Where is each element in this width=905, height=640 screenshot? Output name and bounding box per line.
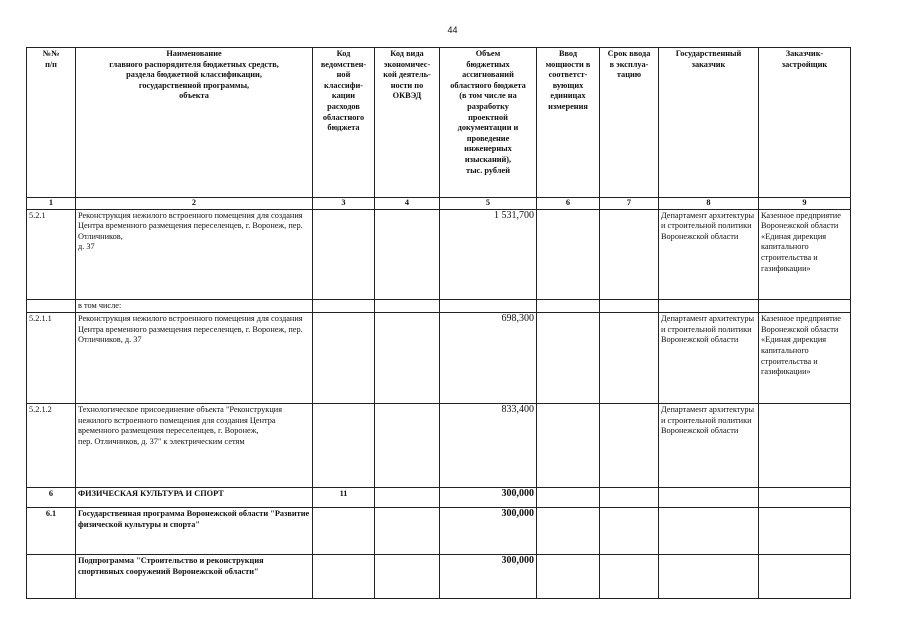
row-customer (659, 508, 759, 555)
column-number: 5 (440, 198, 537, 210)
row-name: Технологическое присоединение объекта "Реконструкция нежилого встроенного помещения для создания Центра временного размещения переселенцев, г. Воронеж, пер. Отличников, д. 37" к электрическим сетям (76, 404, 313, 488)
row-amount: 833,400 (440, 404, 537, 488)
table-row (27, 404, 851, 488)
header-name: Наименование главного распорядителя бюджетных средств, раздела бюджетной классификации, государственной программы, объекта (76, 48, 313, 198)
row-customer (659, 488, 759, 508)
row-capacity (537, 508, 600, 555)
row-amount: 698,300 (440, 313, 537, 404)
header-capacity: Ввод мощности в соответст- вующих единицах измерения (537, 48, 600, 198)
row-amount: 300,000 (440, 555, 537, 599)
column-number: 3 (313, 198, 375, 210)
row-code (313, 508, 375, 555)
row-name: ФИЗИЧЕСКАЯ КУЛЬТУРА И СПОРТ (76, 488, 313, 508)
row-name: Реконструкция нежилого встроенного помещения для создания Центра временного размещения переселенцев, г. Воронеж, пер. Отличников, д. 37 (76, 313, 313, 404)
header-developer: Заказчик- застройщик (759, 48, 851, 198)
row-customer: Департамент архитектуры и строительной политики Воронежской области (659, 209, 759, 299)
table-row (27, 555, 851, 599)
row-code (313, 299, 375, 313)
column-number: 9 (759, 198, 851, 210)
row-term (600, 555, 659, 599)
row-okved (375, 508, 440, 555)
column-number: 1 (27, 198, 76, 210)
row-num: 5.2.1.1 (27, 313, 76, 404)
row-amount: 300,000 (440, 508, 537, 555)
row-amount: 300,000 (440, 488, 537, 508)
row-customer (659, 555, 759, 599)
page-number: 44 (447, 25, 458, 35)
row-capacity (537, 299, 600, 313)
row-name: Подпрограмма "Строительство и реконструкция спортивных сооружений Воронежской области" (76, 555, 313, 599)
row-term (600, 488, 659, 508)
header-num: №№ п/п (27, 48, 76, 198)
budget-table (26, 47, 851, 599)
row-code: 11 (313, 488, 375, 508)
column-number: 8 (659, 198, 759, 210)
row-capacity (537, 313, 600, 404)
table-row (27, 313, 851, 404)
row-capacity (537, 488, 600, 508)
row-customer: Департамент архитектуры и строительной политики Воронежской области (659, 313, 759, 404)
row-customer: Департамент архитектуры и строительной политики Воронежской области (659, 404, 759, 488)
row-num: 6.1 (27, 508, 76, 555)
table-row (27, 488, 851, 508)
row-term (600, 313, 659, 404)
table-row (27, 209, 851, 299)
header-okved: Код вида экономичес- кой деятель- ности по ОКВЭД (375, 48, 440, 198)
row-name: Реконструкция нежилого встроенного помещения для создания Центра временного размещения переселенцев, г. Воронеж, пер. Отличников, д. 37 (76, 209, 313, 299)
row-code (313, 404, 375, 488)
row-term (600, 299, 659, 313)
header-amount: Объем бюджетных ассигнований областного бюджета (в том числе на разработку проектной документации и проведение инженерных изысканий), тыс. рублей (440, 48, 537, 198)
column-number: 2 (76, 198, 313, 210)
row-num: 5.2.1 (27, 209, 76, 299)
row-okved (375, 488, 440, 508)
header-row (27, 48, 851, 198)
row-amount (440, 299, 537, 313)
row-term (600, 209, 659, 299)
row-customer (659, 299, 759, 313)
row-okved (375, 299, 440, 313)
row-okved (375, 209, 440, 299)
row-okved (375, 404, 440, 488)
row-name: в том числе: (76, 299, 313, 313)
row-num: 6 (27, 488, 76, 508)
row-code (313, 313, 375, 404)
row-capacity (537, 404, 600, 488)
row-num: 5.2.1.2 (27, 404, 76, 488)
row-num (27, 555, 76, 599)
row-developer (759, 555, 851, 599)
column-number: 4 (375, 198, 440, 210)
column-number: 7 (600, 198, 659, 210)
row-developer (759, 404, 851, 488)
header-customer: Государственный заказчик (659, 48, 759, 198)
row-num (27, 299, 76, 313)
row-name: Государственная программа Воронежской области "Развитие физической культуры и спорта" (76, 508, 313, 555)
row-developer (759, 299, 851, 313)
row-amount: 1 531,700 (440, 209, 537, 299)
header-term: Срок ввода в эксплуа- тацию (600, 48, 659, 198)
table-row (27, 508, 851, 555)
row-developer (759, 488, 851, 508)
table-row (27, 299, 851, 313)
row-developer: Казенное предприятие Воронежской области «Единая дирекция капитального строительства и газификации» (759, 313, 851, 404)
column-number-row (27, 198, 851, 210)
row-code (313, 555, 375, 599)
row-developer: Казенное предприятие Воронежской области «Единая дирекция капитального строительства и газификации» (759, 209, 851, 299)
header-code: Код ведомствен- ной классифи- кации расходов областного бюджета (313, 48, 375, 198)
row-code (313, 209, 375, 299)
column-number: 6 (537, 198, 600, 210)
row-term (600, 404, 659, 488)
row-okved (375, 313, 440, 404)
row-capacity (537, 555, 600, 599)
row-okved (375, 555, 440, 599)
row-term (600, 508, 659, 555)
row-capacity (537, 209, 600, 299)
row-developer (759, 508, 851, 555)
